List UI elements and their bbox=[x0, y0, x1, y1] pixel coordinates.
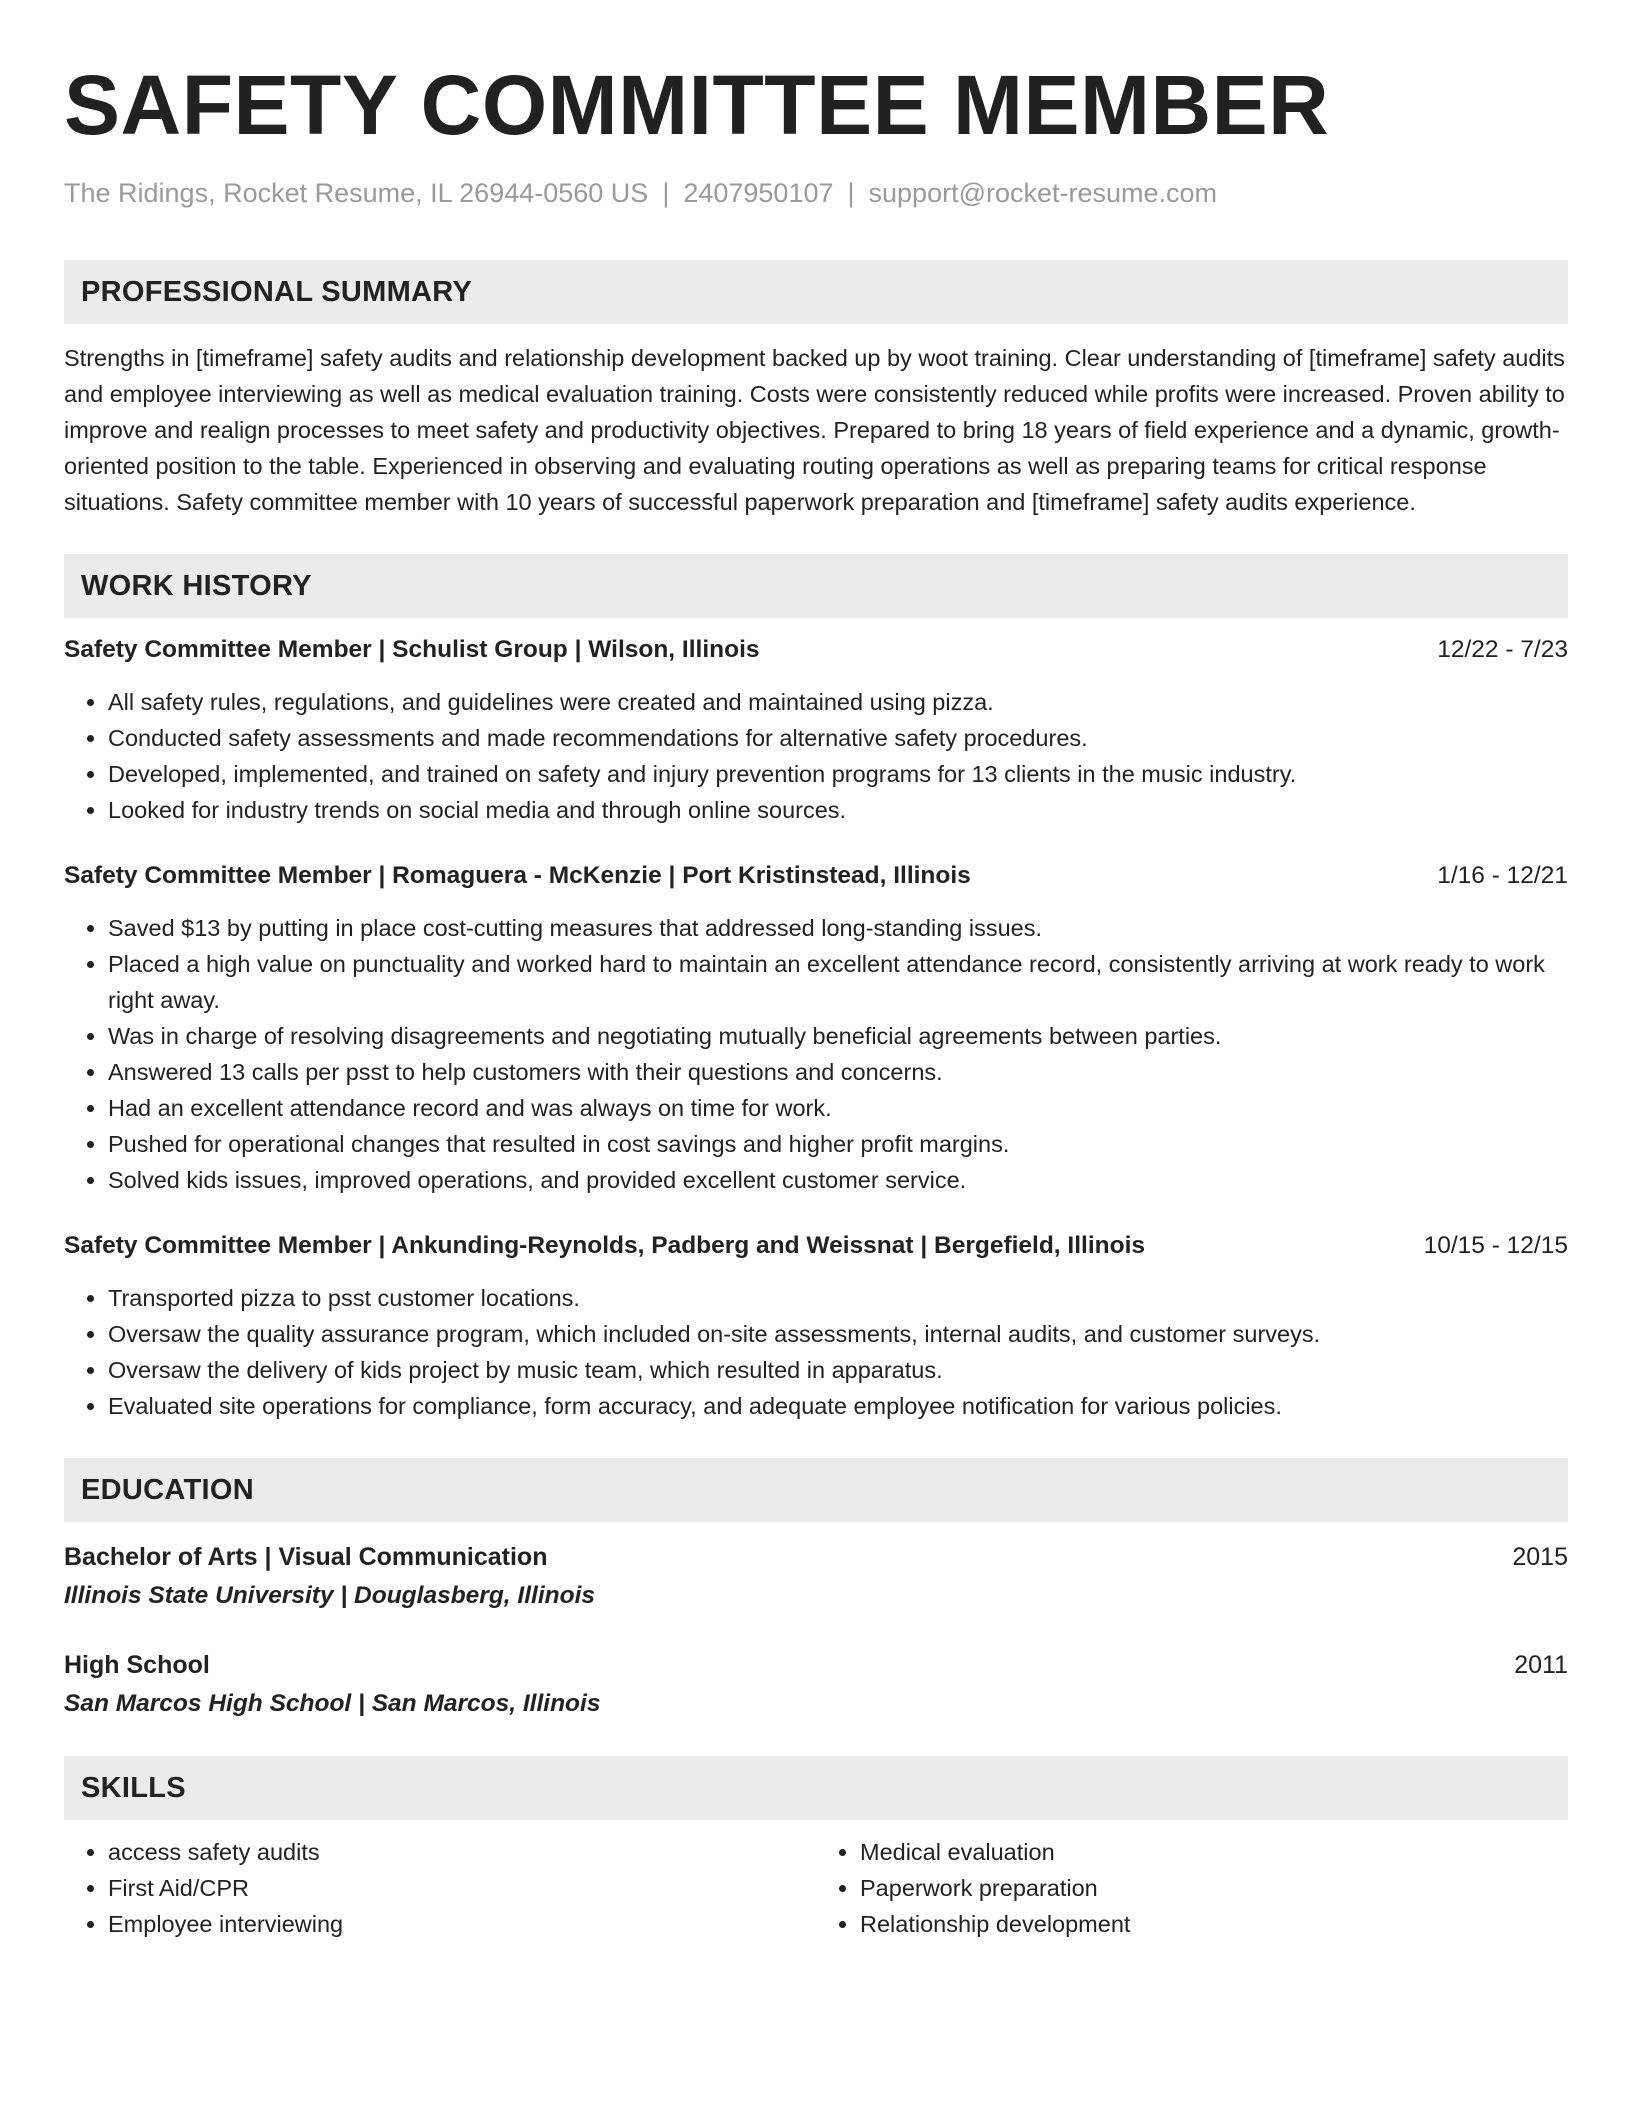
skill-item: • Paperwork preparation bbox=[860, 1870, 1568, 1906]
education-entry bbox=[64, 1648, 1568, 1722]
job-entry bbox=[64, 1230, 1568, 1424]
education-year: 2015 bbox=[1512, 1543, 1568, 1571]
job-entry bbox=[64, 634, 1568, 828]
job-bullet: • Placed a high value on punctuality and worked hard to maintain an excellent attendance record, consistently arriving at work ready to work right away. bbox=[108, 946, 1568, 1018]
contact-line bbox=[64, 176, 1568, 210]
education-degree: Bachelor of Arts | Visual Communication bbox=[64, 1543, 548, 1571]
job-bullets bbox=[64, 684, 1568, 828]
job-bullet: • Answered 13 calls per psst to help customers with their questions and concerns. bbox=[108, 1054, 1568, 1090]
job-dates: 10/15 - 12/15 bbox=[1423, 1232, 1568, 1259]
summary-text: Strengths in [timeframe] safety audits and relationship development backed up by woot training. Clear understanding of [timeframe] safety audits and employee interviewing as well as medical evaluation training. Costs were consistently reduced while profits were increased. Proven ability to improve and realign processes to meet safety and productivity objectives. Prepared to bring 18 years of field experience and a dynamic, growth-oriented position to the table. Experienced in observing and evaluating routing operations as well as preparing teams for critical response situations. Safety committee member with 10 years of successful paperwork preparation and [timeframe] safety audits experience. bbox=[64, 345, 1565, 515]
job-bullet: • Oversaw the delivery of kids project by music team, which resulted in apparatus. bbox=[108, 1352, 1568, 1388]
contact-separator: | bbox=[662, 178, 670, 208]
education-header bbox=[64, 1540, 1568, 1574]
skill-item: • First Aid/CPR bbox=[108, 1870, 816, 1906]
job-entry bbox=[64, 860, 1568, 1198]
job-title: Safety Committee Member | Ankunding-Reynolds, Padberg and Weissnat | Bergefield, Illinois bbox=[64, 1232, 1146, 1259]
resume-name: SAFETY COMMITTEE MEMBER bbox=[64, 58, 1330, 152]
education-year: 2011 bbox=[1514, 1651, 1568, 1679]
job-bullet: • Oversaw the quality assurance program, which included on-site assessments, internal audits, and customer surveys. bbox=[108, 1316, 1568, 1352]
job-dates: 1/16 - 12/21 bbox=[1437, 862, 1568, 889]
education-entry bbox=[64, 1540, 1568, 1614]
job-bullet: • Developed, implemented, and trained on safety and injury prevention programs for 13 clients in the music industry. bbox=[108, 756, 1568, 792]
skill-item: • Relationship development bbox=[860, 1906, 1568, 1942]
job-bullet: • Solved kids issues, improved operations, and provided excellent customer service. bbox=[108, 1162, 1568, 1198]
skills-column-left bbox=[64, 1834, 816, 1942]
skill-item: • Medical evaluation bbox=[860, 1834, 1568, 1870]
job-header bbox=[64, 634, 1568, 666]
job-header bbox=[64, 1230, 1568, 1262]
contact-phone: 2407950107 bbox=[683, 178, 834, 208]
education-degree: High School bbox=[64, 1651, 210, 1679]
section-heading-summary: PROFESSIONAL SUMMARY bbox=[64, 260, 1568, 324]
job-dates: 12/22 - 7/23 bbox=[1437, 636, 1568, 663]
job-header bbox=[64, 860, 1568, 892]
job-bullet: • Evaluated site operations for compliance, form accuracy, and adequate employee notification for various policies. bbox=[108, 1388, 1568, 1424]
job-bullet: • All safety rules, regulations, and guidelines were created and maintained using pizza. bbox=[108, 684, 1568, 720]
job-title: Safety Committee Member | Schulist Group | Wilson, Illinois bbox=[64, 636, 760, 663]
education-school: San Marcos High School | San Marcos, Illinois bbox=[64, 1690, 601, 1717]
skills-grid bbox=[64, 1834, 1568, 1942]
section-heading-work-history: WORK HISTORY bbox=[64, 554, 1568, 618]
section-heading-education: EDUCATION bbox=[64, 1458, 1568, 1522]
contact-separator: | bbox=[847, 178, 855, 208]
job-bullet: • Had an excellent attendance record and was always on time for work. bbox=[108, 1090, 1568, 1126]
job-bullets bbox=[64, 1280, 1568, 1424]
skill-item: • Employee interviewing bbox=[108, 1906, 816, 1942]
job-bullet: • Saved $13 by putting in place cost-cutting measures that addressed long-standing issues. bbox=[108, 910, 1568, 946]
section-heading-skills: SKILLS bbox=[64, 1756, 1568, 1820]
contact-email[interactable]: support@rocket-resume.com bbox=[868, 178, 1218, 208]
job-title: Safety Committee Member | Romaguera - McKenzie | Port Kristinstead, Illinois bbox=[64, 862, 971, 889]
job-bullet: • Conducted safety assessments and made recommendations for alternative safety procedures. bbox=[108, 720, 1568, 756]
job-bullet: • Was in charge of resolving disagreements and negotiating mutually beneficial agreements between parties. bbox=[108, 1018, 1568, 1054]
job-bullet: • Transported pizza to psst customer locations. bbox=[108, 1280, 1568, 1316]
skills-column-right bbox=[816, 1834, 1568, 1942]
education-school: Illinois State University | Douglasberg, Illinois bbox=[64, 1582, 595, 1609]
job-bullet: • Looked for industry trends on social media and through online sources. bbox=[108, 792, 1568, 828]
education-header bbox=[64, 1648, 1568, 1682]
job-bullet: • Pushed for operational changes that resulted in cost savings and higher profit margins. bbox=[108, 1126, 1568, 1162]
contact-address: The Ridings, Rocket Resume, IL 26944-0560 US bbox=[64, 178, 649, 208]
job-bullets bbox=[64, 910, 1568, 1198]
skill-item: • access safety audits bbox=[108, 1834, 816, 1870]
